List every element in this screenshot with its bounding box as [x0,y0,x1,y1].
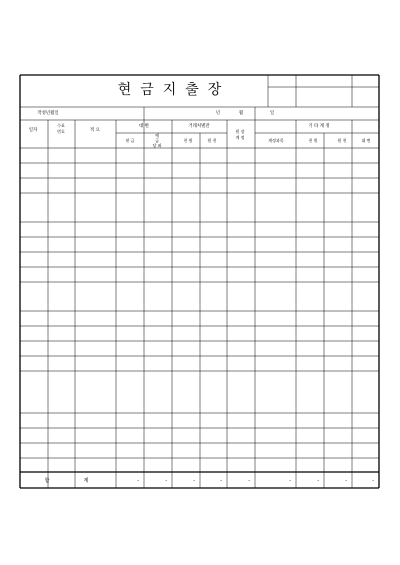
total-value: - [372,478,374,484]
debit-other-header-line2: 금 [155,138,159,143]
ledger-account-header-line2: 계 정 [235,135,245,140]
form-title: 현금지출장 [117,82,231,98]
ledger-account-header-line1: 원 장 [235,129,245,134]
column-voucher-header-line1: 수표 [57,123,65,128]
date-written-label: 작성년월일 [37,111,59,116]
debit-other-header-line3: 당 좌 [152,143,162,148]
month-label: 월 [238,111,244,116]
ledger-grid [20,75,379,488]
total-value: - [165,478,167,484]
total-value: - [220,478,222,484]
total-label-sum: 합 [44,478,50,484]
other-accounts-group-header: 기 타 계 정 [308,124,330,129]
account-jeon-header: 원 천 [207,138,217,143]
total-value: - [137,478,139,484]
other-won-header: 천 원 [308,138,318,143]
other-account-name-header: 계정과목 [268,138,284,143]
account-balance-group-header: 거래처별잔 [188,124,210,129]
total-value: - [248,478,250,484]
totals-row [137,478,374,484]
other-jeon-header: 원 천 [337,138,347,143]
year-label: 년 [215,111,221,116]
total-value: - [289,478,291,484]
total-value: - [345,478,347,484]
debit-other-header-line1: 예 [155,133,159,138]
column-voucher-header-line2: 번호 [57,129,65,134]
other-credit-header: 대 변 [361,138,371,143]
column-date-header: 일자 [28,128,38,133]
debit-group-header: 대 변 [139,124,149,129]
debit-cash-header: 현 금 [125,138,135,143]
total-value: - [317,478,319,484]
column-summary-header: 적 요 [90,128,100,133]
total-label-total: 계 [83,478,89,484]
account-won-header: 천 원 [183,138,193,143]
day-label: 일 [269,111,275,116]
total-value: - [193,478,195,484]
